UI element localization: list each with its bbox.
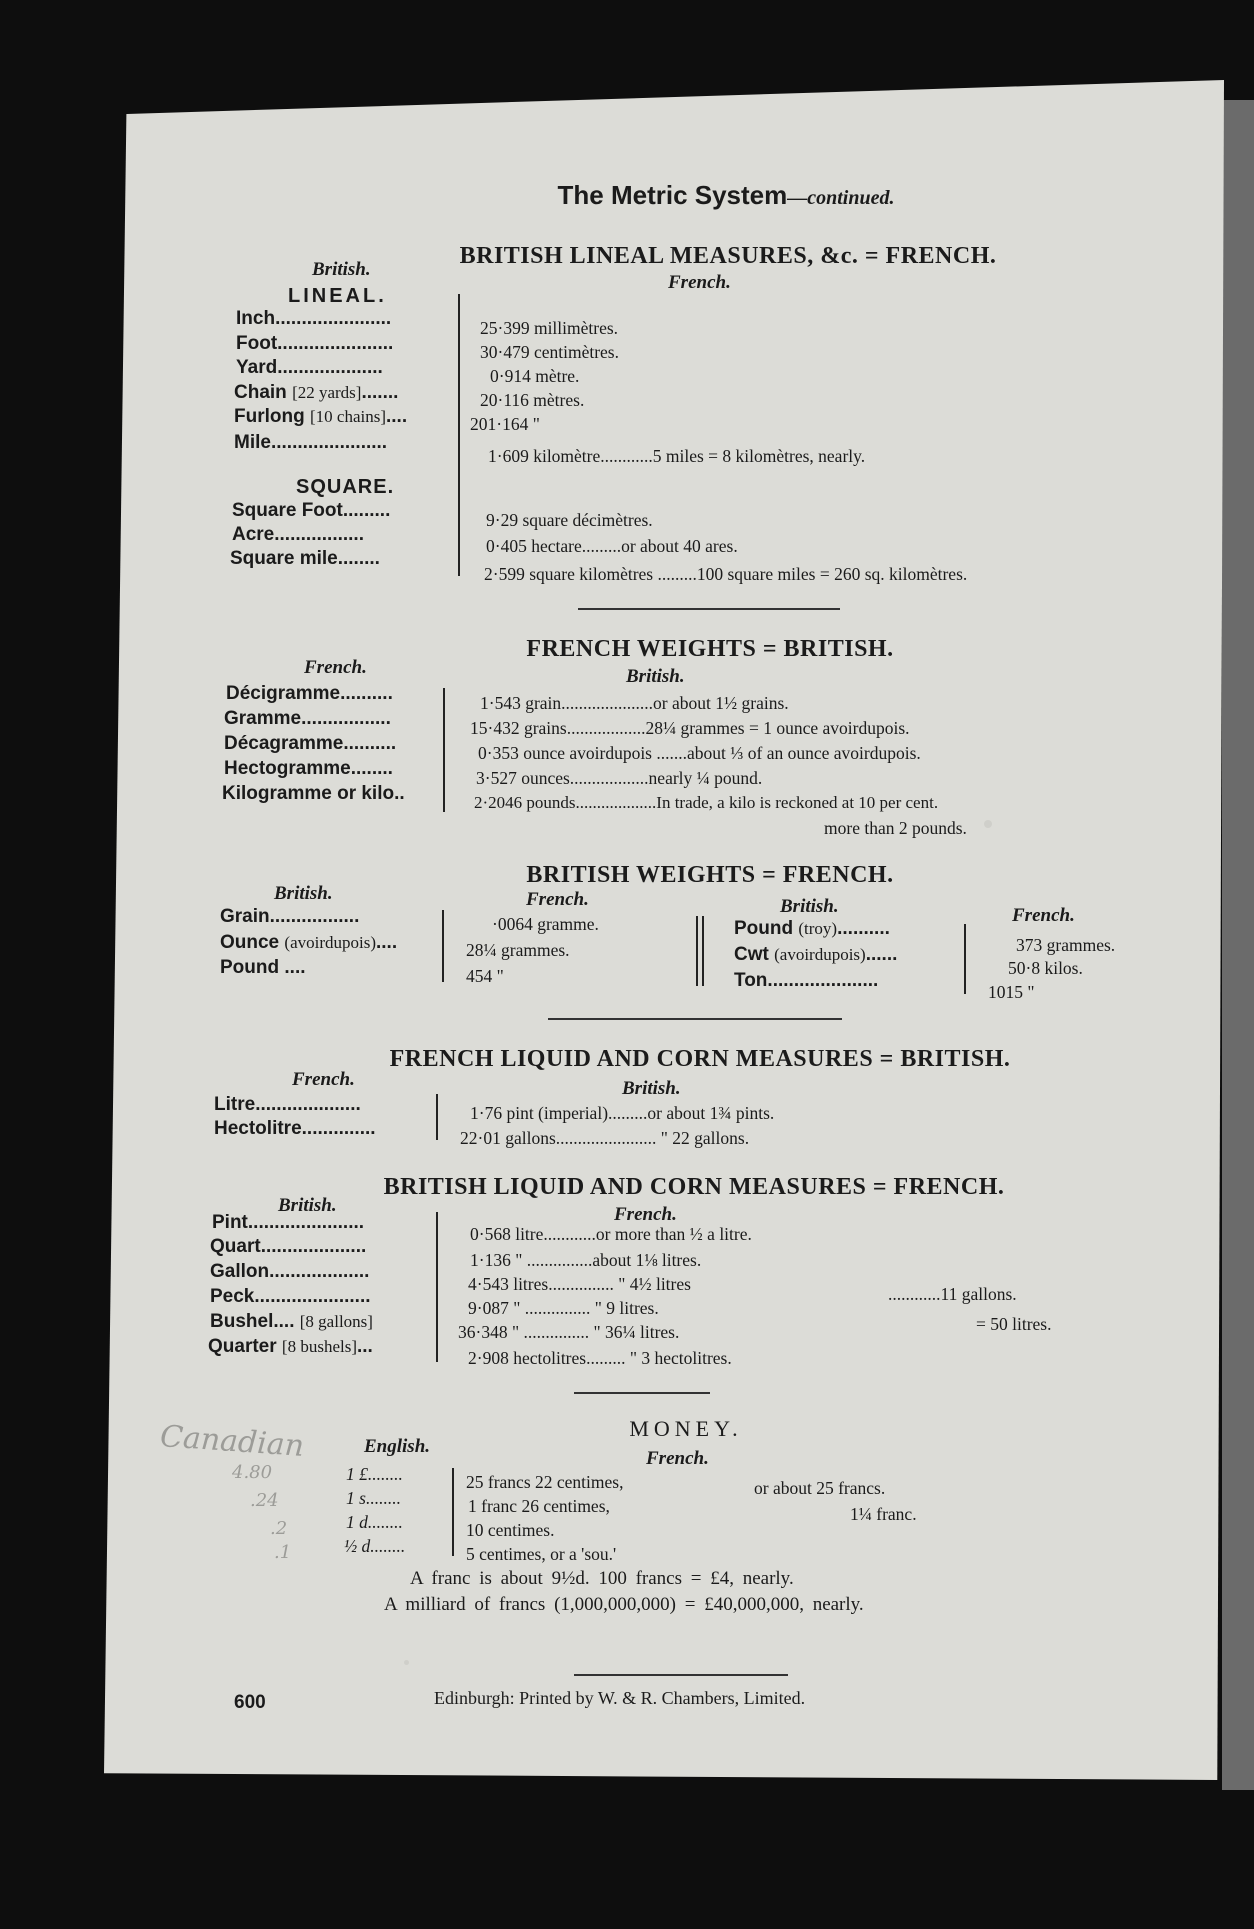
lineal-row-value: 201·164 " bbox=[470, 414, 540, 434]
column-divider bbox=[458, 294, 460, 576]
column-divider bbox=[436, 1094, 438, 1140]
section-heading-money: MONEY. bbox=[629, 1416, 743, 1441]
bw-row-label: Grain................. bbox=[220, 906, 360, 927]
lineal-row-label: Inch...................... bbox=[236, 308, 392, 329]
fw-row-value: 3·527 ounces..................nearly ¼ pound. bbox=[476, 768, 763, 788]
money-row-value: 1 franc 26 centimes, bbox=[468, 1496, 610, 1516]
col-head-french: French. bbox=[646, 1448, 709, 1469]
column-divider bbox=[443, 688, 445, 812]
lineal-row-label: Square mile........ bbox=[230, 548, 380, 569]
col-head-british: British. bbox=[780, 896, 839, 917]
column-divider bbox=[436, 1212, 438, 1362]
page-number: 600 bbox=[234, 1692, 266, 1713]
bl-row-value: 9·087 " ............... " 9 litres. bbox=[468, 1298, 659, 1318]
col-head-british: British. bbox=[622, 1078, 681, 1099]
bw-row-value: ·0064 gramme. bbox=[492, 914, 599, 934]
section-rule bbox=[548, 1018, 842, 1020]
section-heading-lineal: BRITISH LINEAL MEASURES, &c. = FRENCH. bbox=[459, 243, 997, 269]
bl-note: ............11 gallons. bbox=[888, 1284, 1017, 1304]
lineal-row-value: 1·609 kilomètre............5 miles = 8 kilomètres, nearly. bbox=[488, 446, 866, 466]
lineal-row-label: Furlong [10 chains].... bbox=[234, 406, 408, 427]
column-divider bbox=[964, 924, 966, 994]
money-row-label: 1 £........ bbox=[346, 1464, 403, 1484]
lineal-row-value: 9·29 square décimètres. bbox=[486, 510, 653, 530]
pencil-annotation: 4.80 bbox=[232, 1462, 273, 1483]
pencil-annotation: Canadian bbox=[158, 1419, 306, 1464]
fw-row-value: 15·432 grains..................28¼ grammes = 1 ounce avoirdupois. bbox=[470, 718, 910, 738]
scan-edge bbox=[1222, 100, 1254, 1790]
bl-row-label: Quart.................... bbox=[210, 1236, 367, 1257]
money-approx: or about 25 francs. bbox=[754, 1478, 886, 1498]
column-divider bbox=[702, 916, 704, 986]
section-rule bbox=[574, 1392, 710, 1394]
pencil-annotation: .1 bbox=[274, 1542, 292, 1563]
fw-row-value: 2·2046 pounds...................In trade, a kilo is reckoned at 10 per cent. bbox=[474, 793, 939, 812]
bl-row-value: 2·908 hectolitres......... " 3 hectolitres. bbox=[468, 1348, 732, 1368]
lineal-row-value: 2·599 square kilomètres .........100 square miles = 260 sq. kilomètres. bbox=[484, 564, 968, 584]
page-title bbox=[558, 180, 895, 211]
bw-row-value: 1015 " bbox=[988, 982, 1035, 1002]
fl-row-label: Hectolitre.............. bbox=[214, 1118, 376, 1139]
section-heading-british-liquid: BRITISH LIQUID AND CORN MEASURES = FRENCH. bbox=[383, 1174, 1005, 1200]
col-head-british: British. bbox=[278, 1195, 337, 1216]
fw-row-label: Gramme................. bbox=[224, 708, 391, 729]
col-head-french: French. bbox=[668, 272, 731, 293]
lineal-row-value: 0·914 mètre. bbox=[490, 366, 580, 386]
column-divider bbox=[696, 916, 698, 986]
money-row-label: 1 d........ bbox=[346, 1512, 403, 1532]
lineal-row-label: Foot...................... bbox=[236, 333, 394, 354]
money-row-label: 1 s........ bbox=[346, 1488, 401, 1508]
bl-row-label: Peck...................... bbox=[210, 1286, 371, 1307]
money-approx: 1¼ franc. bbox=[850, 1504, 917, 1524]
bw-row-label: Cwt (avoirdupois)...... bbox=[734, 944, 898, 965]
col-head-french: French. bbox=[526, 889, 589, 910]
lineal-row-label: Acre................. bbox=[232, 524, 364, 545]
fw-row-value: 0·353 ounce avoirdupois .......about ⅓ of an ounce avoirdupois. bbox=[478, 743, 921, 763]
bl-row-label: Bushel.... [8 gallons] bbox=[210, 1311, 373, 1332]
money-row-value: 5 centimes, or a 'sou.' bbox=[466, 1544, 617, 1564]
bw-row-value: 454 " bbox=[466, 966, 504, 986]
bl-row-label: Pint...................... bbox=[212, 1212, 365, 1233]
lineal-row-label: Chain [22 yards]....... bbox=[234, 382, 399, 403]
money-line-2: A milliard of francs (1,000,000,000) = £40,000,000, nearly. bbox=[384, 1594, 864, 1615]
fw-row-label: Décigramme.......... bbox=[226, 683, 393, 704]
pencil-annotation: .24 bbox=[250, 1490, 279, 1511]
lineal-row-value: 25·399 millimètres. bbox=[480, 318, 619, 338]
column-divider bbox=[442, 910, 444, 982]
lineal-row-value: 30·479 centimètres. bbox=[480, 342, 619, 362]
section-heading-british-weights: BRITISH WEIGHTS = FRENCH. bbox=[526, 862, 894, 888]
fl-row-value: 22·01 gallons....................... " 22 gallons. bbox=[460, 1128, 750, 1148]
fw-row-label: Décagramme.......... bbox=[224, 733, 397, 754]
col-head-british: British. bbox=[626, 666, 685, 687]
lineal-row-label: Yard.................... bbox=[236, 357, 383, 378]
title-suffix: —continued. bbox=[787, 187, 895, 209]
bw-row-value: 28¼ grammes. bbox=[466, 940, 570, 960]
fw-row-label: Hectogramme........ bbox=[224, 758, 393, 779]
col-head-french: French. bbox=[292, 1069, 355, 1090]
bl-row-label: Quarter [8 bushels]... bbox=[208, 1336, 373, 1357]
title-main: The Metric System bbox=[557, 180, 788, 210]
fw-note: more than 2 pounds. bbox=[824, 818, 967, 838]
bl-row-value: 4·543 litres............... " 4½ litres bbox=[468, 1274, 691, 1294]
lineal-row-label: Square Foot......... bbox=[232, 500, 391, 521]
money-row-value: 10 centimes. bbox=[466, 1520, 555, 1540]
lineal-row-label: Mile...................... bbox=[234, 432, 388, 453]
section-heading-french-weights: FRENCH WEIGHTS = BRITISH. bbox=[526, 636, 894, 662]
footer-rule bbox=[574, 1674, 788, 1676]
col-head-french: French. bbox=[304, 657, 367, 678]
fw-row-label: Kilogramme or kilo.. bbox=[222, 783, 405, 804]
bw-row-label: Pound (troy).......... bbox=[734, 918, 890, 939]
group-heading-lineal: LINEAL. bbox=[288, 285, 387, 307]
column-divider bbox=[452, 1468, 454, 1556]
col-head-english: English. bbox=[364, 1436, 431, 1457]
bw-row-label: Ounce (avoirdupois).... bbox=[220, 932, 398, 953]
bl-note: = 50 litres. bbox=[976, 1314, 1052, 1334]
bl-row-label: Gallon................... bbox=[210, 1261, 370, 1282]
fl-row-label: Litre.................... bbox=[214, 1094, 361, 1115]
bw-row-label: Ton..................... bbox=[734, 970, 879, 991]
money-line-1: A franc is about 9½d. 100 francs = £4, nearly. bbox=[410, 1568, 794, 1589]
section-heading-french-liquid: FRENCH LIQUID AND CORN MEASURES = BRITISH. bbox=[389, 1046, 1011, 1072]
fw-row-value: 1·543 grain.....................or about 1½ grains. bbox=[480, 693, 789, 713]
bl-row-value: 1·136 " ...............about 1⅛ litres. bbox=[470, 1250, 702, 1270]
money-row-label: ½ d........ bbox=[344, 1536, 406, 1556]
bl-row-value: 0·568 litre............or more than ½ a litre. bbox=[470, 1224, 752, 1244]
fl-row-value: 1·76 pint (imperial).........or about 1¾ pints. bbox=[470, 1103, 775, 1123]
col-head-british: British. bbox=[274, 883, 333, 904]
lineal-row-value: 20·116 mètres. bbox=[480, 390, 585, 410]
col-head-french: French. bbox=[1012, 905, 1075, 926]
bl-row-value: 36·348 " ............... " 36¼ litres. bbox=[458, 1322, 680, 1342]
printer-imprint: Edinburgh: Printed by W. & R. Chambers, Limited. bbox=[434, 1688, 806, 1708]
lineal-row-value: 0·405 hectare.........or about 40 ares. bbox=[486, 536, 738, 556]
bw-row-label: Pound .... bbox=[220, 957, 306, 978]
col-head-british: British. bbox=[312, 259, 371, 280]
money-row-value: 25 francs 22 centimes, bbox=[466, 1472, 624, 1492]
bw-row-value: 50·8 kilos. bbox=[1008, 958, 1083, 978]
col-head-french: French. bbox=[614, 1204, 677, 1225]
pencil-annotation: .2 bbox=[270, 1518, 288, 1539]
group-heading-square: SQUARE. bbox=[296, 476, 395, 498]
bw-row-value: 373 grammes. bbox=[1016, 935, 1116, 955]
section-rule bbox=[578, 608, 840, 610]
